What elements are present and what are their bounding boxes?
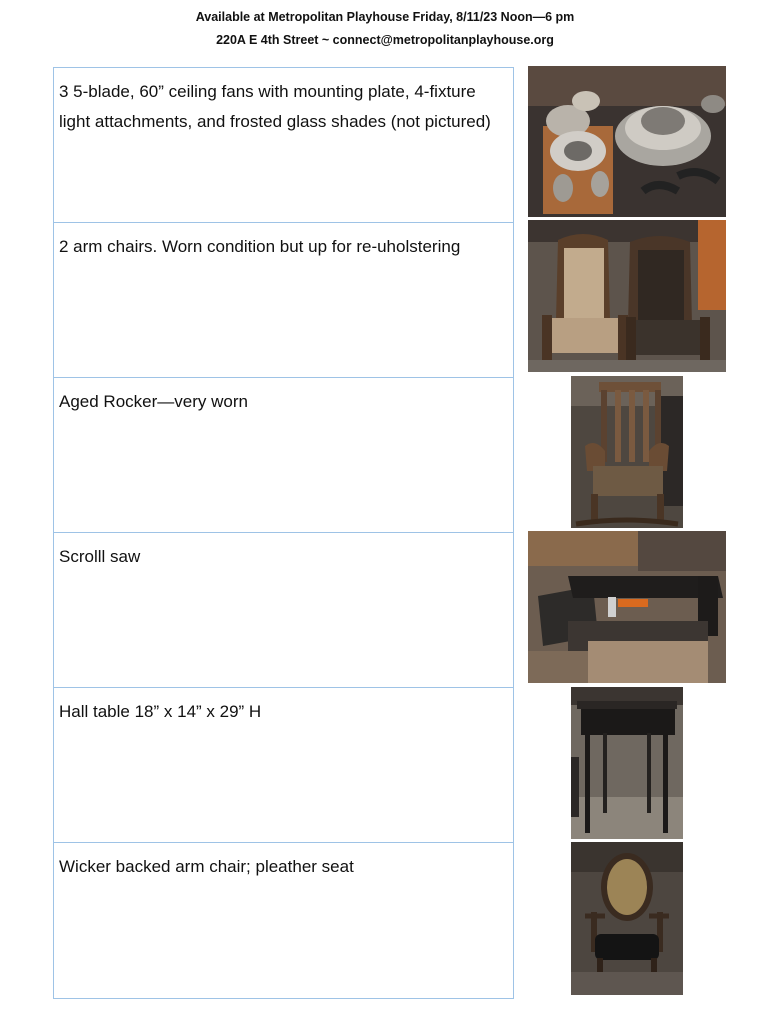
item-row-hall-table xyxy=(54,688,513,843)
item-row-rocker xyxy=(54,378,513,533)
scroll-saw-photo xyxy=(528,531,726,683)
item-description: Wicker backed arm chair; pleather seat xyxy=(59,857,354,876)
wicker-chair-photo xyxy=(571,842,683,995)
item-row-ceiling-fans xyxy=(54,68,513,223)
item-description: Scrolll saw xyxy=(59,547,141,566)
arm-chairs-photo xyxy=(528,220,726,372)
item-description: Hall table 18” x 14” x 29” H xyxy=(59,702,262,721)
items-table xyxy=(53,67,514,999)
item-description: Aged Rocker—very worn xyxy=(59,392,248,411)
item-row-arm-chairs xyxy=(54,223,513,378)
rocker-photo xyxy=(571,376,683,528)
item-row-scroll-saw xyxy=(54,533,513,688)
item-description: 3 5-blade, 60” ceiling fans with mounting plate, 4-fixture light attachments, and frosted glass shades (not pictured) xyxy=(59,82,491,131)
ceiling-fan-parts-photo xyxy=(528,66,726,217)
flyer-header xyxy=(0,6,770,52)
item-description: 2 arm chairs. Worn condition but up for re-uholstering xyxy=(59,237,461,256)
item-row-wicker-chair xyxy=(54,843,513,998)
availability-line: Available at Metropolitan Playhouse Friday, 8/11/23 Noon—6 pm xyxy=(195,10,575,24)
hall-table-photo xyxy=(571,687,683,839)
address-contact-line: 220A E 4th Street ~ connect@metropolitanplayhouse.org xyxy=(216,33,554,47)
